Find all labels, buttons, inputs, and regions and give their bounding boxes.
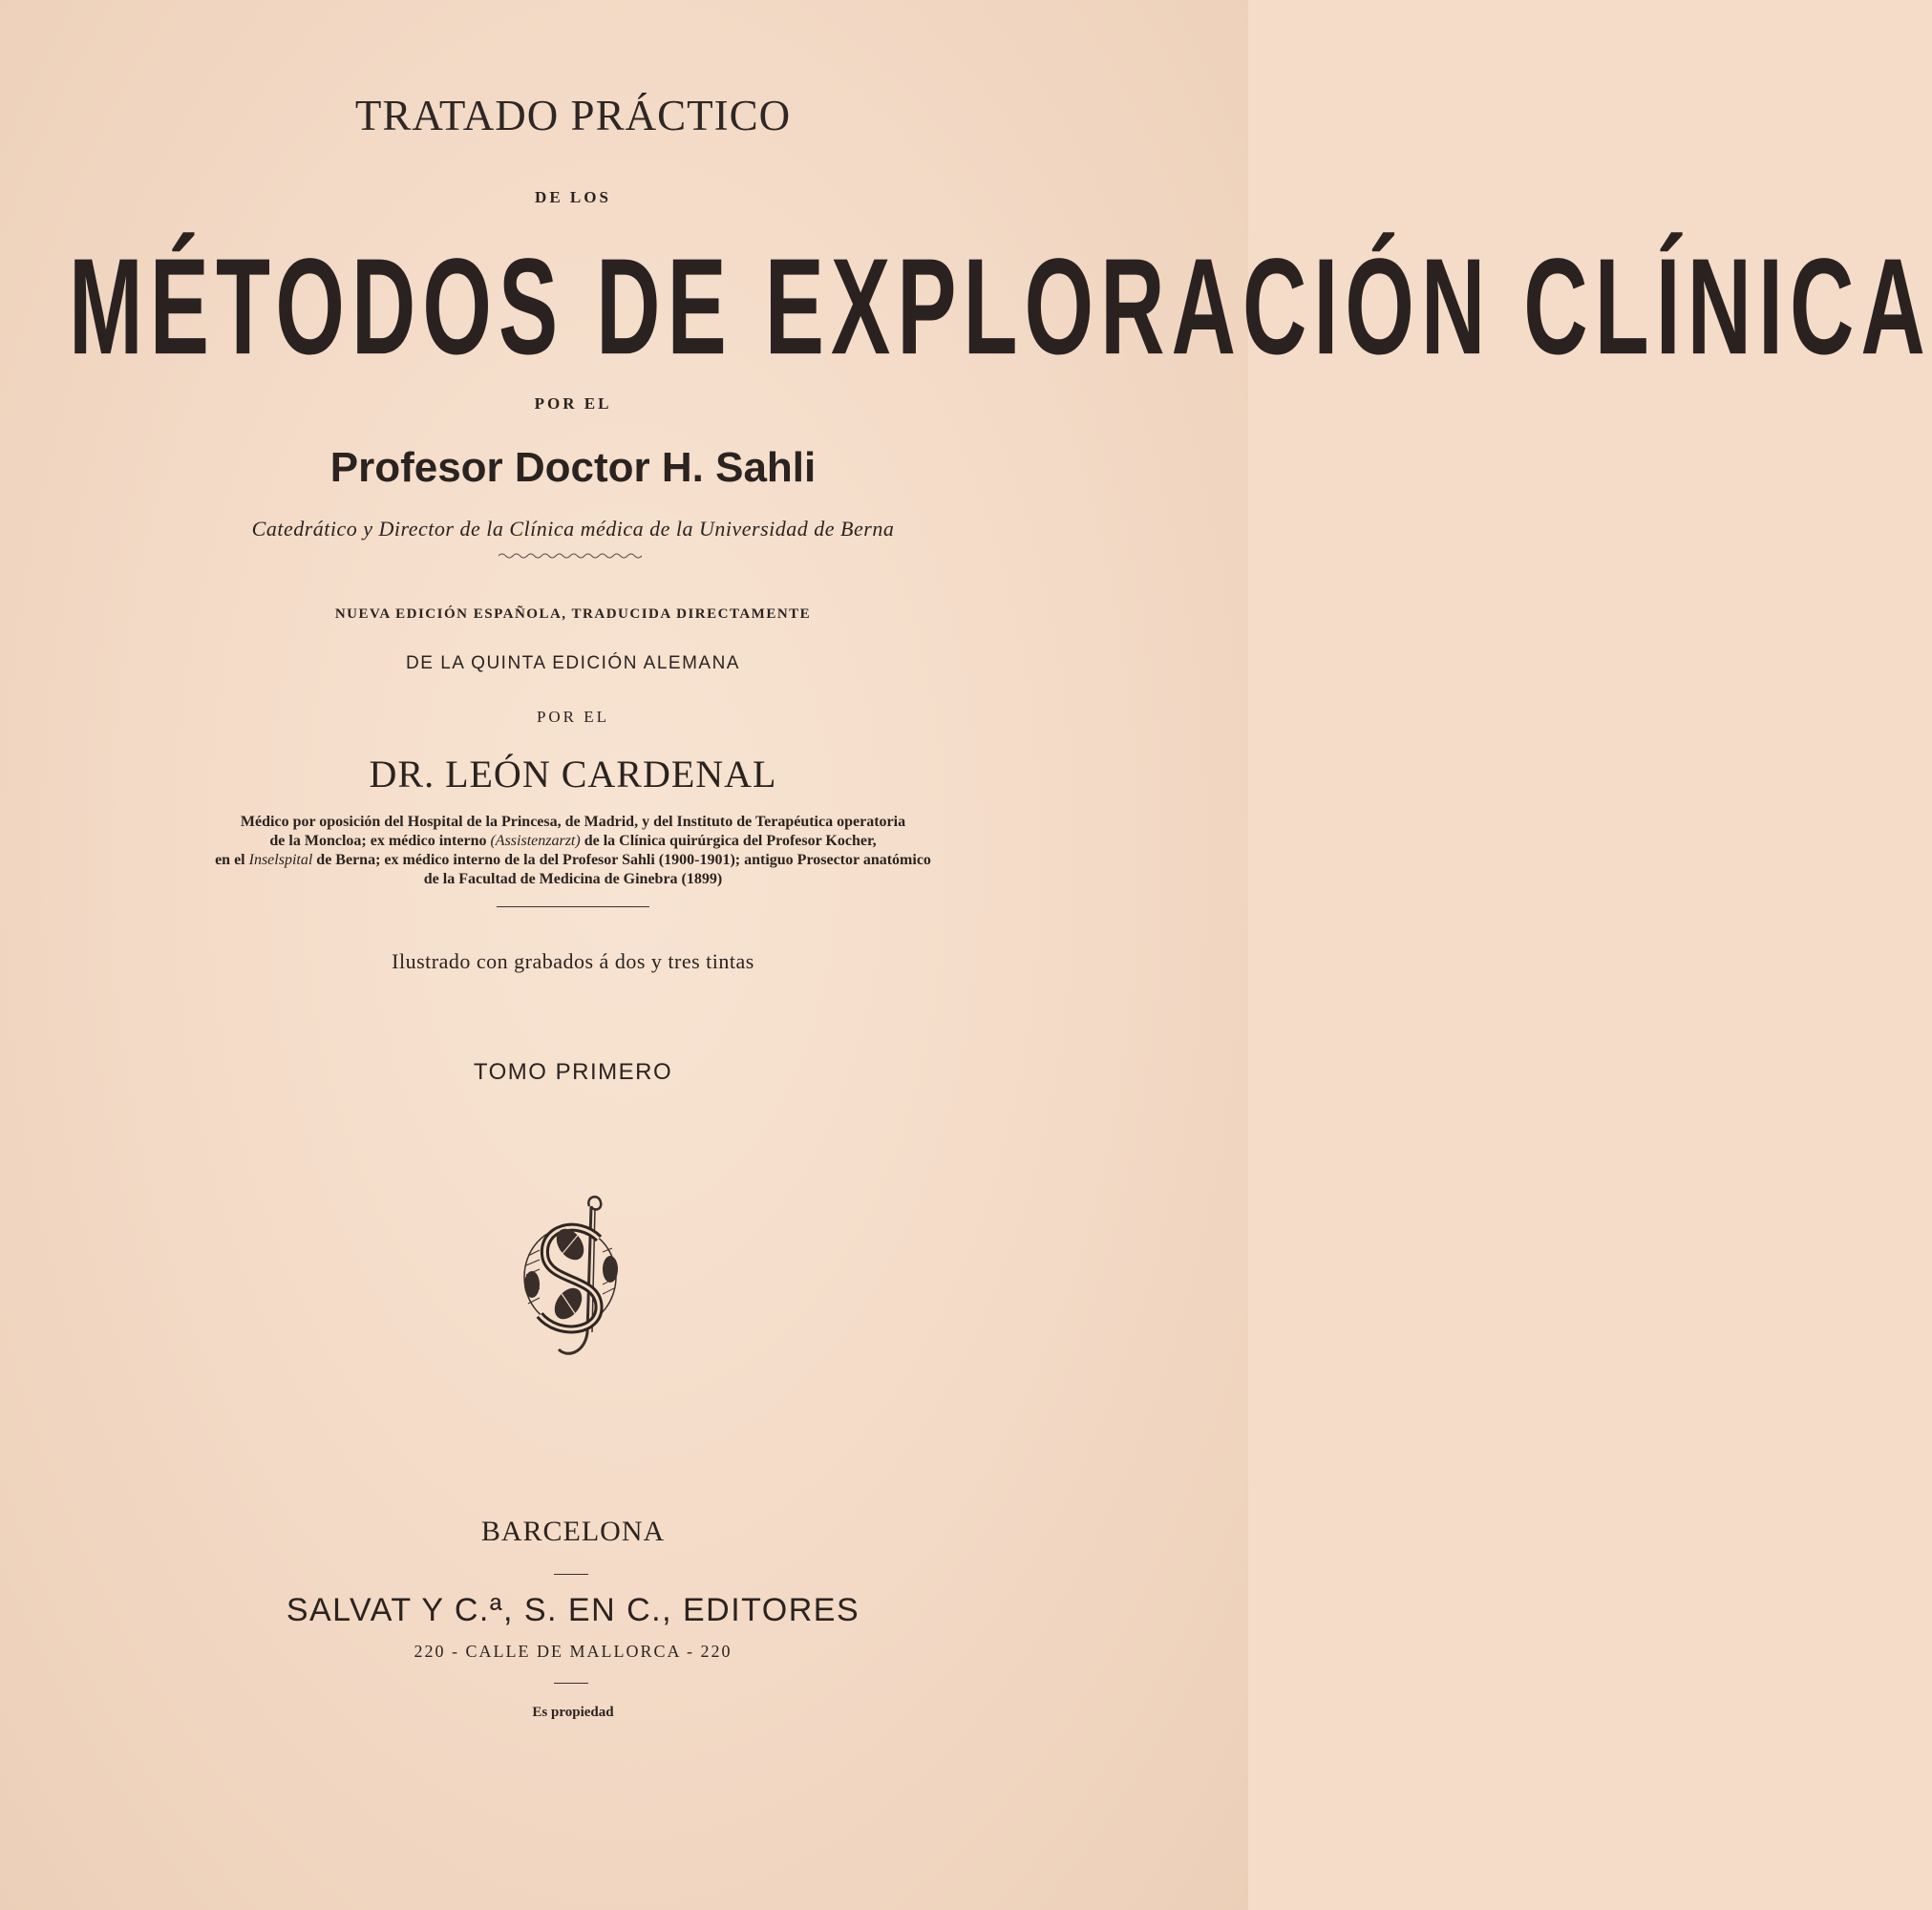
city-divider [554,1574,588,1575]
main-title: MÉTODOS DE EXPLORACIÓN CLÍNICA [69,230,1932,384]
edition-line-2: DE LA QUINTA EDICIÓN ALEMANA [406,653,740,673]
city: BARCELONA [480,1516,666,1547]
translator-desc-line-4: de la Facultad de Medicina de Ginebra (1899) [423,871,723,887]
translator-description [0,813,1146,889]
address-divider [554,1683,588,1684]
publisher-address: 220 - CALLE DE MALLORCA - 220 [414,1642,732,1661]
wavy-divider [499,552,642,560]
publisher-monogram-icon [511,1189,630,1361]
section-divider [497,906,649,907]
translator-desc-line-2: de la Moncloa; ex médico interno (Assistenzarzt) de la Clínica quirúrgica del Profesor Kocher, [269,833,877,849]
title-line-2: DE LOS [535,188,611,206]
translator-name: DR. LEÓN CARDENAL [369,753,777,796]
edition-line-1: NUEVA EDICIÓN ESPAÑOLA, TRADUCIDA DIRECTAMENTE [334,606,812,622]
illustration-note: Ilustrado con grabados á dos y tres tintas [392,949,754,973]
publisher: SALVAT Y C.ª, S. EN C., EDITORES [286,1592,860,1628]
author-name: Profesor Doctor H. Sahli [329,444,817,491]
rights-notice: Es propiedad [532,1705,614,1720]
translator-desc-line-3: en el Inselspital de Berna; ex médico interno de la del Profesor Sahli (1900-1901); antiguo Prosector anatómico [215,852,931,868]
volume-label: TOMO PRIMERO [473,1059,673,1085]
author-position: Catedrático y Director de la Clínica médica de la Universidad de Berna [251,517,895,541]
author-intro: POR EL [534,394,612,413]
title-line-1: TRATADO PRÁCTICO [354,92,792,139]
translator-intro: POR EL [536,708,610,726]
translator-desc-line-1: Médico por oposición del Hospital de la Princesa, de Madrid, y del Instituto de Terapéutica operatoria [240,814,906,830]
